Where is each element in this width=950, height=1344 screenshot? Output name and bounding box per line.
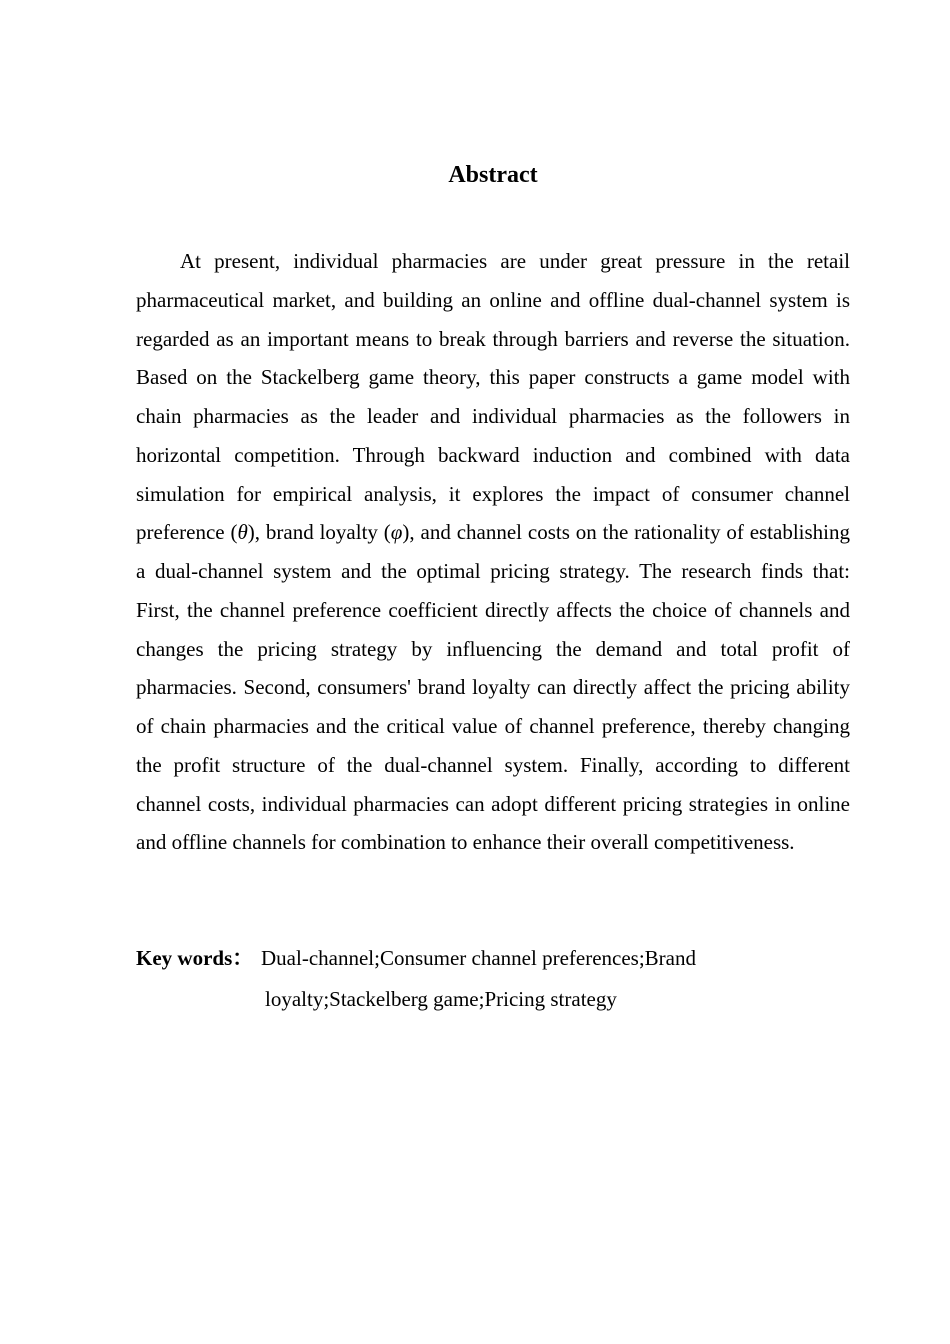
phi-symbol: φ: [390, 520, 403, 545]
keywords-label: Key words：: [136, 946, 254, 970]
keywords-list: [261, 938, 731, 1020]
keywords-line-2: loyalty;Stackelberg game;Pricing strategy: [265, 987, 617, 1011]
abstract-text-part3: ), and channel costs on the rationality of establishing a dual-channel system and the optimal pricing strategy. The research finds that: First, the channel preference coefficient directly affects the choice of channels and changes the pricing strategy by influencing the demand and total profit of pharmacies. Second, consumers' brand loyalty can directly affect the pricing ability of chain pharmacies and the critical value of channel preference, thereby changing the profit structure of the dual-channel system. Finally, according to different channel costs, individual pharmacies can adopt different pricing strategies in online and offline channels for combination to enhance their overall competitiveness.: [136, 520, 851, 855]
abstract-text-part2: ), brand loyalty (: [247, 520, 391, 545]
keywords-line-1: Dual-channel;Consumer channel preferences;Brand: [261, 946, 696, 970]
abstract-heading: Abstract: [448, 162, 538, 188]
abstract-text-part1: At present, individual pharmacies are under great pressure in the retail pharmaceutical market, and building an online and offline dual-channel system is regarded as an important means to break through barriers and reverse the situation. Based on the Stackelberg game theory, this paper constructs a game model with chain pharmacies as the leader and individual pharmacies as the followers in horizontal competition. Through backward induction and combined with data simulation for empirical analysis, it explores the impact of consumer channel preference (: [136, 249, 850, 545]
abstract-paragraph: [136, 242, 850, 862]
theta-symbol: θ: [237, 520, 248, 545]
